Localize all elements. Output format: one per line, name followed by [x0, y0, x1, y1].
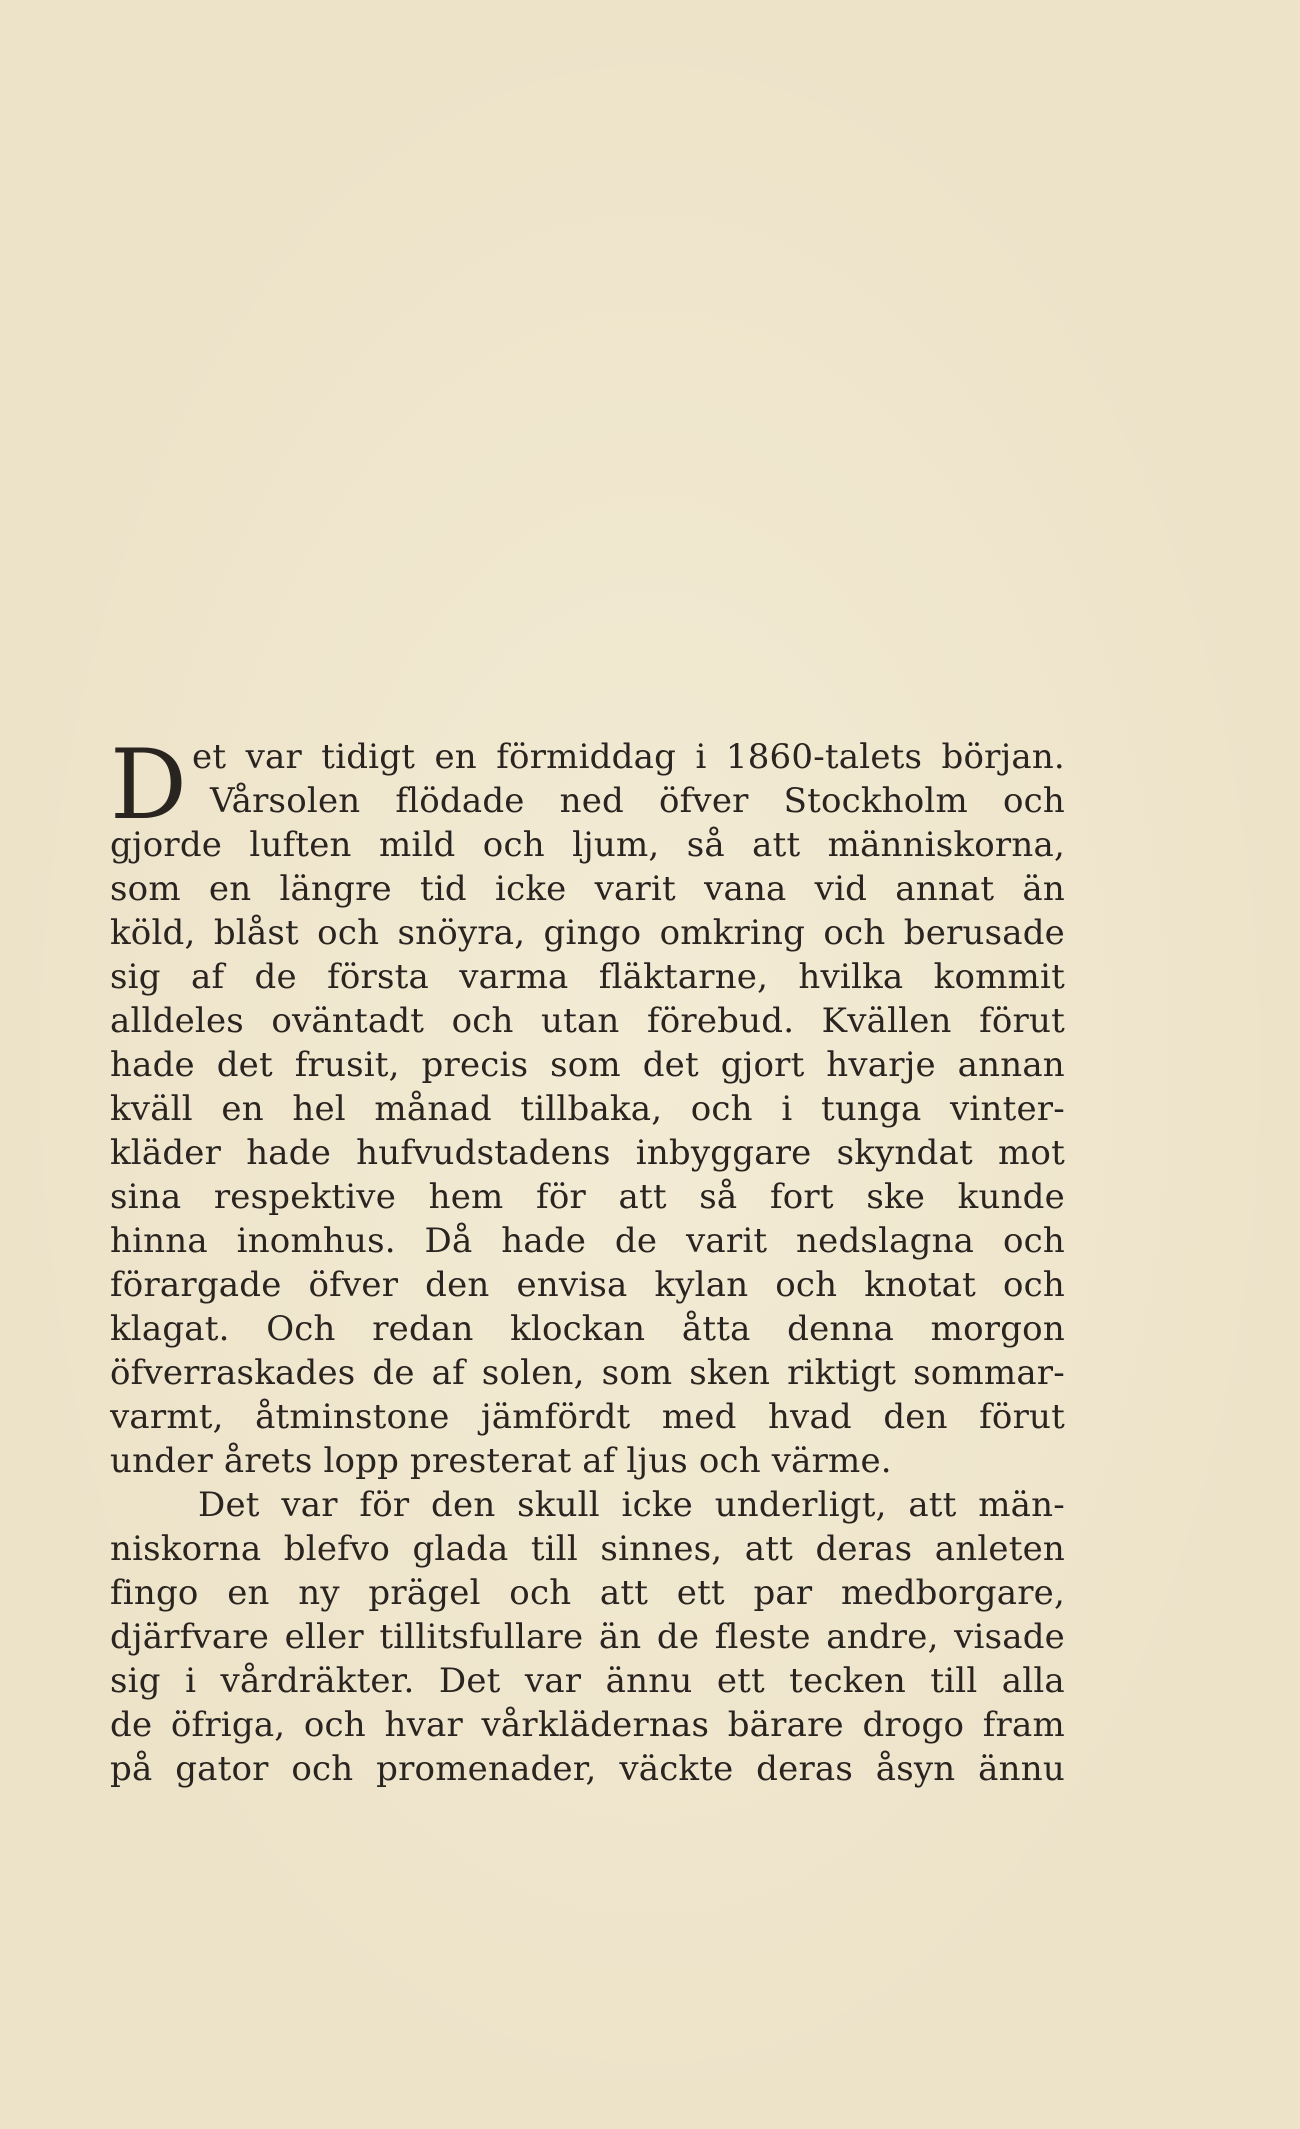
word: de: [254, 957, 297, 997]
word: visade: [954, 1617, 1065, 1657]
word: förebud.: [646, 1001, 795, 1041]
word: underligt,: [714, 1485, 887, 1525]
text-line: [110, 1307, 1065, 1351]
text-line: [110, 1615, 1065, 1659]
word: förut: [979, 1397, 1065, 1437]
word: och: [482, 825, 545, 865]
word: 1860-talets: [725, 737, 923, 777]
word: et: [192, 737, 227, 777]
word: som: [550, 1045, 621, 1085]
word: längre: [279, 869, 392, 909]
word: och: [317, 913, 380, 953]
word: kommit: [933, 957, 1065, 997]
word: hade: [246, 1133, 332, 1173]
word: prägel: [368, 1573, 481, 1613]
word: den: [425, 1265, 490, 1305]
word: Det: [438, 1661, 501, 1701]
word: hem: [428, 1177, 504, 1217]
word: fingo: [110, 1573, 199, 1613]
word: ny: [298, 1573, 340, 1613]
word: utan: [541, 1001, 620, 1041]
word: af: [431, 1353, 465, 1393]
word: vårdräkter.: [220, 1661, 415, 1701]
word: sig: [110, 1661, 161, 1701]
word: niskorna: [110, 1529, 262, 1569]
word: och: [1002, 1265, 1065, 1305]
word: skull: [517, 1485, 600, 1525]
word: och: [698, 1441, 761, 1481]
word: den: [431, 1485, 496, 1525]
word: och: [291, 1749, 354, 1789]
word: och: [303, 1705, 366, 1745]
word: att: [752, 825, 801, 865]
word: sinnes,: [600, 1529, 723, 1569]
word: hvilka: [798, 957, 904, 997]
text-line: [110, 1439, 1065, 1483]
text-line: [110, 1131, 1065, 1175]
text-line: [110, 1175, 1065, 1219]
word: var: [245, 737, 302, 777]
word: var: [281, 1485, 338, 1525]
word: årets: [223, 1441, 313, 1481]
text-line: [110, 1219, 1065, 1263]
word: eller: [284, 1617, 364, 1657]
word: till: [530, 1529, 578, 1569]
word: i: [185, 1661, 197, 1701]
word: deras: [815, 1529, 913, 1569]
word: Det: [198, 1485, 260, 1525]
word: ljum,: [572, 825, 660, 865]
word: köld,: [110, 913, 196, 953]
word: och: [1002, 781, 1065, 821]
word: djärfvare: [110, 1617, 270, 1657]
word: sig: [110, 957, 161, 997]
word: hvar: [384, 1705, 463, 1745]
word: mot: [997, 1133, 1065, 1173]
word: en: [227, 1573, 270, 1613]
word: ljus: [626, 1441, 688, 1481]
word: Och: [266, 1309, 336, 1349]
word: att: [744, 1529, 793, 1569]
text-line: [110, 911, 1065, 955]
word: människorna,: [827, 825, 1065, 865]
word: de: [656, 1617, 700, 1657]
word: luften: [249, 825, 352, 865]
word: öfver: [308, 1265, 399, 1305]
word: öfver: [658, 781, 749, 821]
word: jämfördt: [481, 1397, 631, 1437]
word: tid: [420, 869, 467, 909]
word: denna: [787, 1309, 895, 1349]
word: inomhus.: [236, 1221, 396, 1261]
word: mild: [378, 825, 456, 865]
text-line: [110, 1483, 1065, 1527]
text-line: [110, 1703, 1065, 1747]
word: fläktarne,: [598, 957, 769, 997]
word: för: [536, 1177, 586, 1217]
word: annan: [957, 1045, 1065, 1085]
word: ett: [716, 1661, 765, 1701]
word: tillitsfullare: [379, 1617, 584, 1657]
word: till: [930, 1661, 978, 1701]
word: och: [823, 913, 886, 953]
word: öfverraskades: [110, 1353, 356, 1393]
word: och: [451, 1001, 514, 1041]
word: de: [372, 1353, 415, 1393]
word: åtta: [681, 1309, 751, 1349]
word: icke: [621, 1485, 693, 1525]
word: sken: [689, 1353, 771, 1393]
word: på: [110, 1749, 153, 1789]
word: och: [509, 1573, 572, 1613]
word: hade: [110, 1045, 195, 1085]
word: än: [1022, 869, 1065, 909]
word: presterat: [410, 1441, 572, 1481]
word: ett: [676, 1573, 725, 1613]
word: i: [695, 737, 707, 777]
word: hvarje: [826, 1045, 936, 1085]
word: gjorde: [110, 825, 223, 865]
word: åsyn: [875, 1749, 956, 1789]
word: gator: [175, 1749, 269, 1789]
word: sommar-: [913, 1353, 1065, 1393]
word: knotat: [864, 1265, 976, 1305]
word: kväll: [110, 1089, 193, 1129]
body-text: [110, 729, 1065, 1791]
word: vinter-: [950, 1089, 1065, 1129]
text-line: [110, 1351, 1065, 1395]
word: skyndat: [836, 1133, 973, 1173]
word: en: [221, 1089, 264, 1129]
text-line: [110, 1263, 1065, 1307]
word: envisa: [516, 1265, 628, 1305]
word: tidigt: [321, 737, 416, 777]
word: gingo: [543, 913, 642, 953]
word: af: [190, 957, 225, 997]
word: som: [110, 869, 181, 909]
word: fort: [769, 1177, 834, 1217]
word: värme.: [771, 1441, 892, 1481]
word: än: [598, 1617, 642, 1657]
text-line: [110, 1043, 1065, 1087]
word: frusit,: [294, 1045, 400, 1085]
word: redan: [372, 1309, 474, 1349]
word: att: [599, 1573, 649, 1613]
word: varmt,: [110, 1397, 224, 1437]
word: var: [524, 1661, 582, 1701]
text-line: [110, 867, 1065, 911]
text-line: [110, 1747, 1065, 1791]
word: lopp: [323, 1441, 400, 1481]
word: snöyra,: [397, 913, 526, 953]
word: hvad: [767, 1397, 852, 1437]
word: hel: [292, 1089, 346, 1129]
word: månad: [374, 1089, 492, 1129]
word: förmiddag: [496, 737, 677, 777]
word: Då: [424, 1221, 473, 1261]
word: så: [699, 1177, 738, 1217]
word: promenader,: [376, 1749, 597, 1789]
word: gjort: [720, 1045, 805, 1085]
word: oväntadt: [271, 1001, 425, 1041]
word: förargade: [110, 1265, 282, 1305]
word: glada: [412, 1529, 509, 1569]
word: riktigt: [787, 1353, 897, 1393]
word: solen,: [481, 1353, 585, 1393]
word: bärare: [727, 1705, 844, 1745]
text-line: [110, 1087, 1065, 1131]
word: och: [775, 1265, 838, 1305]
word: omkring: [659, 913, 806, 953]
word: fleste: [714, 1617, 811, 1657]
word: af: [582, 1441, 616, 1481]
word: precis: [421, 1045, 529, 1085]
word: en: [434, 737, 477, 777]
word: annat: [895, 869, 995, 909]
word: tillbaka,: [520, 1089, 663, 1129]
word: blefvo: [283, 1529, 391, 1569]
text-line: [110, 1571, 1065, 1615]
word: ned: [559, 781, 624, 821]
word: morgon: [930, 1309, 1065, 1349]
word: kylan: [654, 1265, 749, 1305]
text-line: [110, 1659, 1065, 1703]
word: drogo: [862, 1705, 965, 1745]
text-line: [110, 779, 1065, 823]
text-line: [110, 999, 1065, 1043]
word: vid: [814, 869, 868, 909]
word: flödade: [395, 781, 525, 821]
word: förut: [979, 1001, 1065, 1041]
word: alla: [1001, 1661, 1065, 1701]
word: en: [208, 869, 252, 909]
word: alldeles: [110, 1001, 244, 1041]
word: att: [618, 1177, 667, 1217]
text-line: [110, 1395, 1065, 1439]
text-line: [110, 823, 1065, 867]
word: det: [216, 1045, 273, 1085]
word: varit: [685, 1221, 768, 1261]
word: ännu: [605, 1661, 693, 1701]
word: i: [781, 1089, 793, 1129]
word: första: [327, 957, 429, 997]
word: så: [686, 825, 725, 865]
word: nedslagna: [796, 1221, 975, 1261]
word: kunde: [957, 1177, 1065, 1217]
word: medborgare,: [840, 1573, 1065, 1613]
word: respektive: [213, 1177, 397, 1217]
word: hufvudstadens: [356, 1133, 611, 1173]
word: den: [883, 1397, 948, 1437]
word: vana: [704, 869, 787, 909]
word: klockan: [510, 1309, 646, 1349]
word: och: [690, 1089, 753, 1129]
word: berusade: [903, 913, 1065, 953]
word: åtminstone: [255, 1397, 450, 1437]
word: män-: [978, 1485, 1065, 1525]
word: klagat.: [110, 1309, 230, 1349]
word: väckte: [619, 1749, 734, 1789]
word: blåst: [213, 913, 299, 953]
word: för: [359, 1485, 410, 1525]
word: ske: [866, 1177, 926, 1217]
word: andre,: [826, 1617, 939, 1657]
text-line: [110, 955, 1065, 999]
word: sina: [110, 1177, 182, 1217]
word: inbyggare: [635, 1133, 812, 1173]
word: att: [908, 1485, 957, 1525]
word: anleten: [934, 1529, 1065, 1569]
word: icke: [495, 869, 567, 909]
word: de: [110, 1705, 153, 1745]
word: öfriga,: [170, 1705, 286, 1745]
word: deras: [756, 1749, 854, 1789]
text-line: [110, 735, 1065, 779]
word: vårklädernas: [481, 1705, 710, 1745]
word: och: [1002, 1221, 1065, 1261]
word: par: [753, 1573, 813, 1613]
text-line: [110, 1527, 1065, 1571]
word: Stockholm: [783, 781, 968, 821]
word: början.: [941, 737, 1065, 777]
word: de: [614, 1221, 658, 1261]
word: hinna: [110, 1221, 208, 1261]
word: Vårsolen: [210, 781, 361, 821]
word: under: [110, 1441, 213, 1481]
word: ännu: [978, 1749, 1065, 1789]
word: fram: [982, 1705, 1065, 1745]
word: kläder: [110, 1133, 222, 1173]
word: varma: [459, 957, 569, 997]
word: Kvällen: [821, 1001, 952, 1041]
word: varit: [594, 869, 676, 909]
word: det: [642, 1045, 699, 1085]
word: tunga: [820, 1089, 922, 1129]
drop-cap: D: [110, 729, 187, 841]
word: tecken: [789, 1661, 906, 1701]
word: med: [661, 1397, 737, 1437]
word: som: [601, 1353, 673, 1393]
word: hade: [501, 1221, 587, 1261]
